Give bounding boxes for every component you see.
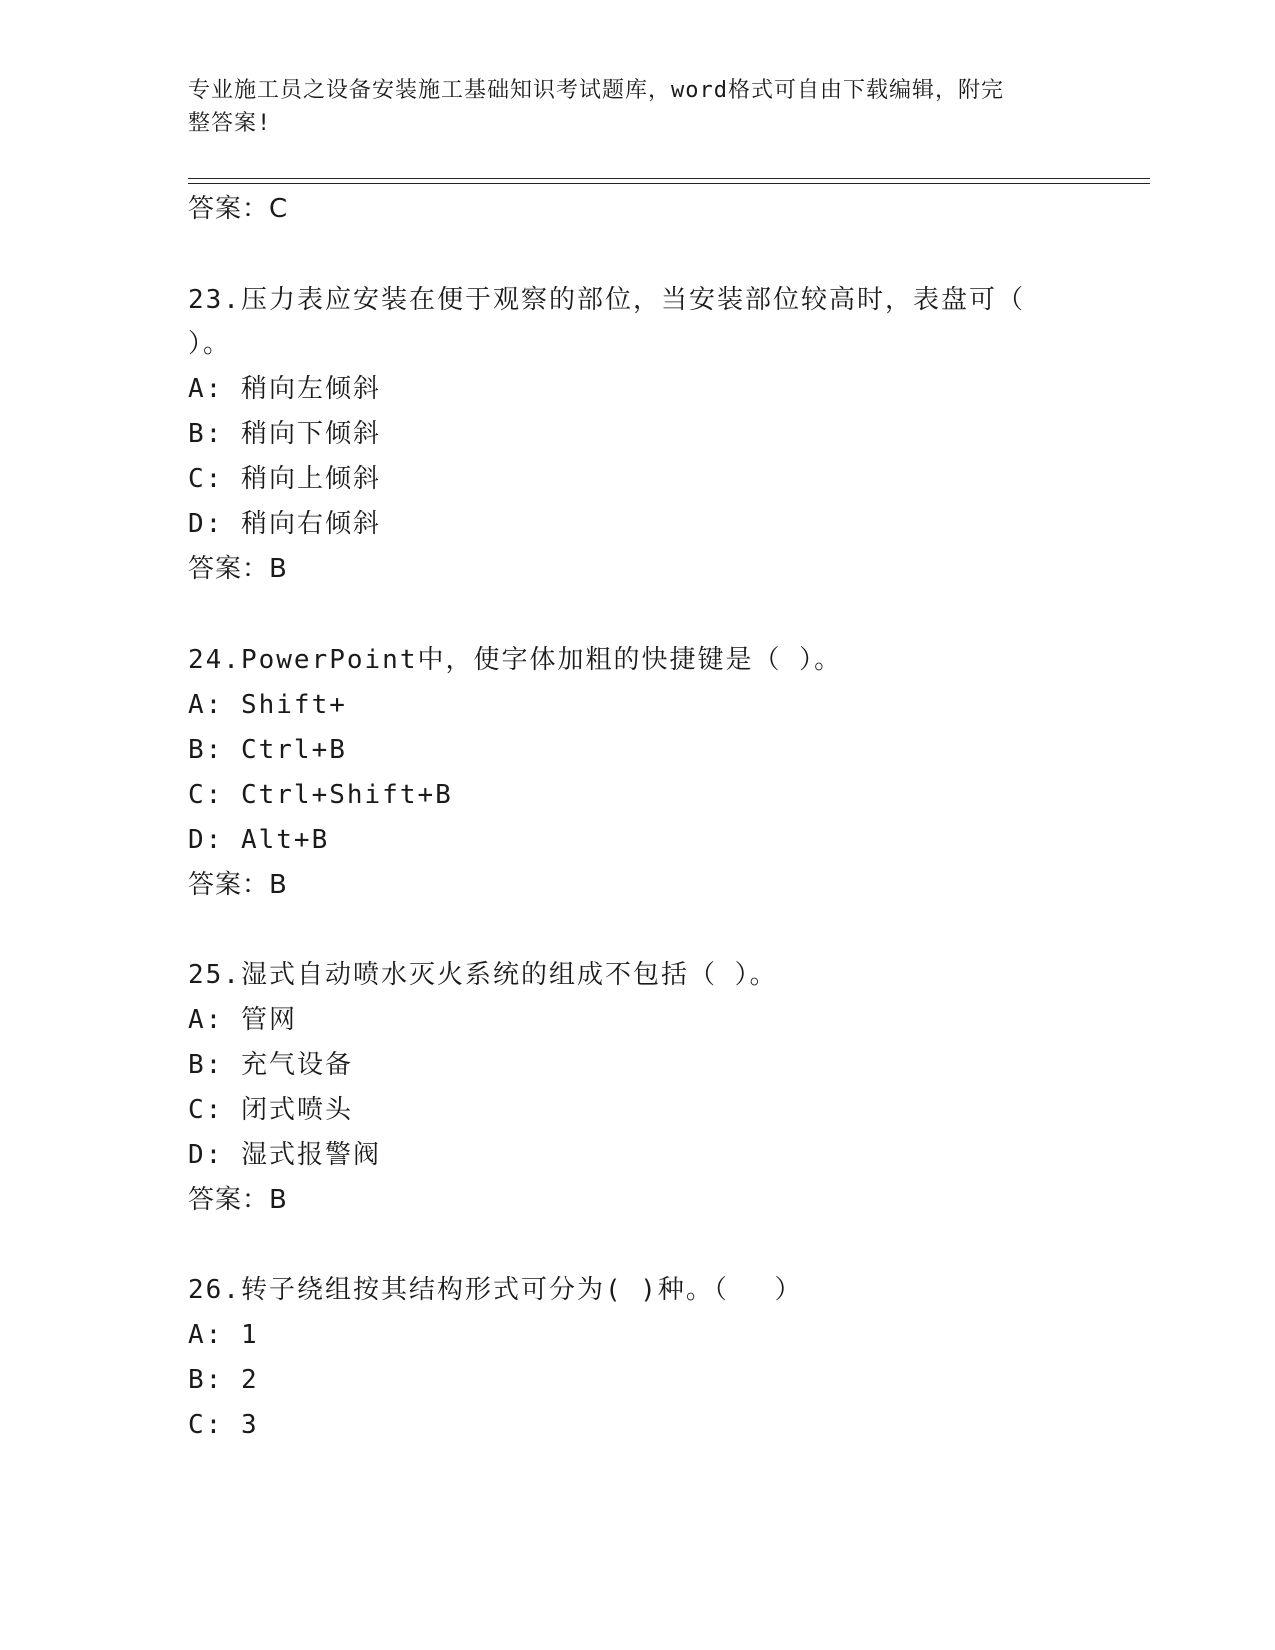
question-26-stem: 26.转子绕组按其结构形式可分为( )种。（ ） [188, 1275, 803, 1305]
question-25-option-c: C: 闭式喷头 [188, 1095, 353, 1125]
question-23-stem: 23.压力表应安装在便于观察的部位，当安装部位较高时，表盘可（ [188, 285, 1025, 315]
question-25-answer: 答案：B [188, 1185, 288, 1215]
question-26-option-a: A: 1 [188, 1320, 259, 1350]
question-25-option-d: D: 湿式报警阀 [188, 1140, 381, 1170]
header-line-1: 专业施工员之设备安装施工基础知识考试题库，word格式可自由下载编辑，附完 [188, 78, 1004, 103]
question-25-stem: 25.湿式自动喷水灭火系统的组成不包括（ ）。 [188, 960, 778, 990]
question-24-option-a: A: Shift+ [188, 690, 347, 720]
header-rule-top [188, 178, 1150, 179]
question-25-option-b: B: 充气设备 [188, 1050, 353, 1080]
document-header [188, 74, 1088, 140]
question-23-option-b: B: 稍向下倾斜 [188, 419, 381, 449]
question-26-option-c: C: 3 [188, 1410, 259, 1440]
question-23-option-d: D: 稍向右倾斜 [188, 509, 381, 539]
question-24-stem: 24.PowerPoint中，使字体加粗的快捷键是（ ）。 [188, 645, 843, 675]
question-24-option-d: D: Alt+B [188, 825, 330, 855]
question-23-option-c: C: 稍向上倾斜 [188, 464, 381, 494]
question-23-stem-cont: ）。 [188, 329, 232, 359]
question-24-option-c: C: Ctrl+Shift+B [188, 780, 453, 810]
question-25-option-a: A: 管网 [188, 1005, 297, 1035]
previous-answer: 答案：C [188, 194, 289, 224]
question-23-answer: 答案：B [188, 554, 288, 584]
question-24-option-b: B: Ctrl+B [188, 735, 347, 765]
header-line-2: 整答案! [188, 111, 272, 136]
question-24-answer: 答案：B [188, 870, 288, 900]
question-26-option-b: B: 2 [188, 1365, 259, 1395]
question-23-option-a: A: 稍向左倾斜 [188, 374, 381, 404]
header-rule-bottom [188, 183, 1150, 184]
